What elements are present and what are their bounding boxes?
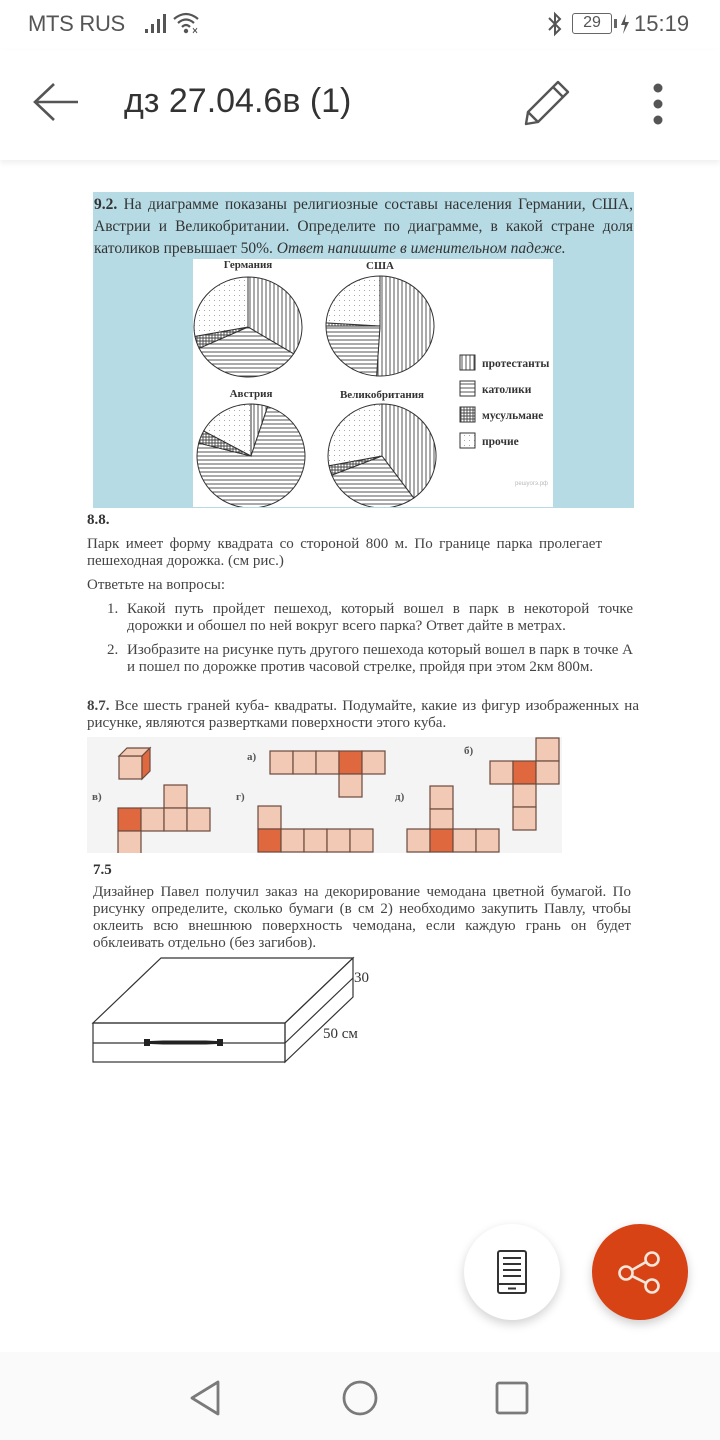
cube-face	[281, 829, 304, 852]
marked-cube-face	[118, 808, 141, 831]
sample-cube	[119, 748, 150, 779]
cube-face	[118, 831, 141, 853]
document-title: дз 27.04.6в (1)	[124, 82, 352, 120]
cube-face	[164, 808, 187, 831]
cube-face	[453, 829, 476, 852]
more-vertical-icon	[640, 80, 676, 128]
pie-slice-прочие	[328, 404, 382, 466]
pie-2	[326, 260, 434, 376]
cube-face	[187, 808, 210, 831]
nav-recents-button[interactable]	[490, 1376, 534, 1420]
task-9-2-body: На диаграмме показаны религиозные составы населения Германии, США, Австрии и Великобритании. Определите по диаграмме, в какой стране доля католиков превышает 50%.	[94, 196, 633, 257]
wifi-icon	[172, 11, 202, 35]
suitcase-figure	[88, 952, 388, 1072]
net-label: д)	[395, 791, 405, 803]
pie-chart-svg	[193, 259, 553, 507]
pie-1	[194, 259, 302, 377]
marked-cube-face	[339, 751, 362, 774]
cube-face	[141, 808, 164, 831]
cube-face	[350, 829, 373, 852]
battery-tip	[614, 19, 617, 28]
cube-face	[490, 761, 513, 784]
task-7-5-text: Дизайнер Павел получил заказ на декорирование чемодана цветной бумагой. По рисунку определите, сколько бумаги (в см 2) необходимо закупить Павлу, чтобы оклеить всю внешнюю поверхность чемодана, если каждую грань он будет обклеивать отдельно (без загибов).	[93, 884, 631, 951]
task-8-7-text	[87, 698, 639, 732]
clock: 15:19	[634, 11, 690, 36]
question-item	[107, 642, 633, 676]
suitcase-svg	[88, 952, 388, 1072]
task-8-7-body: Все шесть граней куба- квадраты. Подумайте, какие из фигур изображенных на рисунке, являются развертками поверхности этого куба.	[87, 698, 639, 731]
arrow-left-icon	[30, 80, 84, 124]
cube-face	[258, 806, 281, 829]
cube-nets-figure	[87, 737, 562, 853]
nav-back-button[interactable]	[184, 1376, 228, 1420]
document-page[interactable]	[0, 160, 720, 1350]
depth-label: 50 см	[323, 1026, 358, 1042]
bluetooth-icon	[546, 11, 564, 37]
question-text: Изобразите на рисунке путь другого пешехода который вошел в парк в точке А и пошел по дорожке против часовой стрелке, пройдя при этом 2км 800м.	[127, 642, 633, 675]
marked-cube-face	[258, 829, 281, 852]
pie-title: США	[366, 260, 394, 272]
pie-title: Великобритания	[339, 389, 425, 401]
app-bar	[0, 50, 720, 160]
pencil-icon	[520, 78, 572, 130]
cube-face	[476, 829, 499, 852]
legend-label: мусульмане	[482, 410, 544, 422]
pie-3	[197, 388, 305, 507]
signal-icon	[144, 12, 168, 34]
legend-swatch	[460, 433, 475, 448]
cube-face	[164, 785, 187, 808]
pie-title: Германия	[223, 259, 273, 271]
cube-face	[513, 784, 536, 807]
pie-slice-прочие	[194, 277, 248, 336]
suitcase-handle	[144, 1039, 223, 1046]
cube-face	[407, 829, 430, 852]
net-label: а)	[247, 751, 257, 763]
legend-label: протестанты	[482, 358, 550, 370]
watermark: решуогэ.рф	[515, 481, 548, 487]
suitcase-top-face	[93, 958, 353, 1023]
battery-level: 29	[583, 14, 601, 31]
back-button[interactable]	[30, 80, 84, 124]
cube-face	[327, 829, 350, 852]
cube-face	[316, 751, 339, 774]
battery-icon	[572, 13, 612, 34]
marked-cube-face	[430, 829, 453, 852]
cube-face	[430, 786, 453, 809]
cube-face	[270, 751, 293, 774]
legend-swatch	[460, 381, 475, 396]
pie-slice-протестанты	[377, 276, 434, 376]
religion-pie-charts	[193, 259, 553, 507]
system-nav-bar	[0, 1352, 720, 1440]
net-label: в)	[92, 791, 102, 803]
nav-home-button[interactable]	[338, 1376, 382, 1420]
nav-home-icon	[338, 1376, 382, 1420]
cube-face	[362, 751, 385, 774]
nav-recents-icon	[490, 1376, 534, 1420]
legend-label: католики	[482, 384, 532, 396]
task-8-8-text: Парк имеет форму квадрата со стороной 800 м. По границе парка пролегает пешеходная дорожка. (см рис.)	[87, 536, 602, 569]
cube-face	[304, 829, 327, 852]
net-label: г)	[236, 791, 245, 803]
share-button[interactable]	[592, 1224, 688, 1320]
legend-label: прочие	[482, 436, 519, 448]
nav-back-icon	[184, 1376, 228, 1420]
reader-mode-button[interactable]	[464, 1224, 560, 1320]
question-number: 2.	[107, 642, 119, 658]
pie-title: Австрия	[229, 388, 273, 400]
task-8-8-prompt: Ответьте на вопросы:	[87, 577, 226, 593]
reader-mode-icon	[464, 1224, 560, 1320]
task-9-2-number: 9.2.	[94, 196, 118, 213]
pie-4	[328, 389, 436, 507]
height-label: 30	[354, 970, 369, 986]
pie-slice-католики	[326, 326, 380, 376]
task-9-2-instruction: Ответ напишите в именительном падеже.	[276, 240, 566, 257]
cube-face	[339, 774, 362, 797]
cube-face	[293, 751, 316, 774]
task-7-5-number: 7.5	[93, 862, 112, 878]
legend-swatch	[460, 355, 475, 370]
question-number: 1.	[107, 601, 119, 617]
question-text: Какой путь пройдет пешеход, который вошел в парк в некоторой точке дорожки и обошел по ней вокруг всего парка? Ответ дайте в метрах.	[127, 601, 633, 634]
task-9-2-text	[93, 194, 634, 260]
pie-slice-прочие	[326, 276, 380, 326]
charging-icon	[619, 13, 631, 35]
cube-face	[536, 738, 559, 761]
question-item	[107, 601, 633, 635]
marked-cube-face	[513, 761, 536, 784]
carrier-name: MTS RUS	[28, 11, 125, 36]
status-bar	[0, 0, 720, 50]
legend-swatch	[460, 407, 475, 422]
task-8-7-number: 8.7.	[87, 698, 110, 714]
cube-nets-svg	[87, 737, 562, 853]
net-label: б)	[464, 745, 474, 757]
task-8-8-number: 8.8.	[87, 512, 110, 528]
cube-face	[513, 807, 536, 830]
cube-face	[536, 761, 559, 784]
more-options-button[interactable]	[640, 80, 676, 128]
share-icon	[592, 1224, 688, 1320]
edit-button[interactable]	[520, 78, 572, 130]
